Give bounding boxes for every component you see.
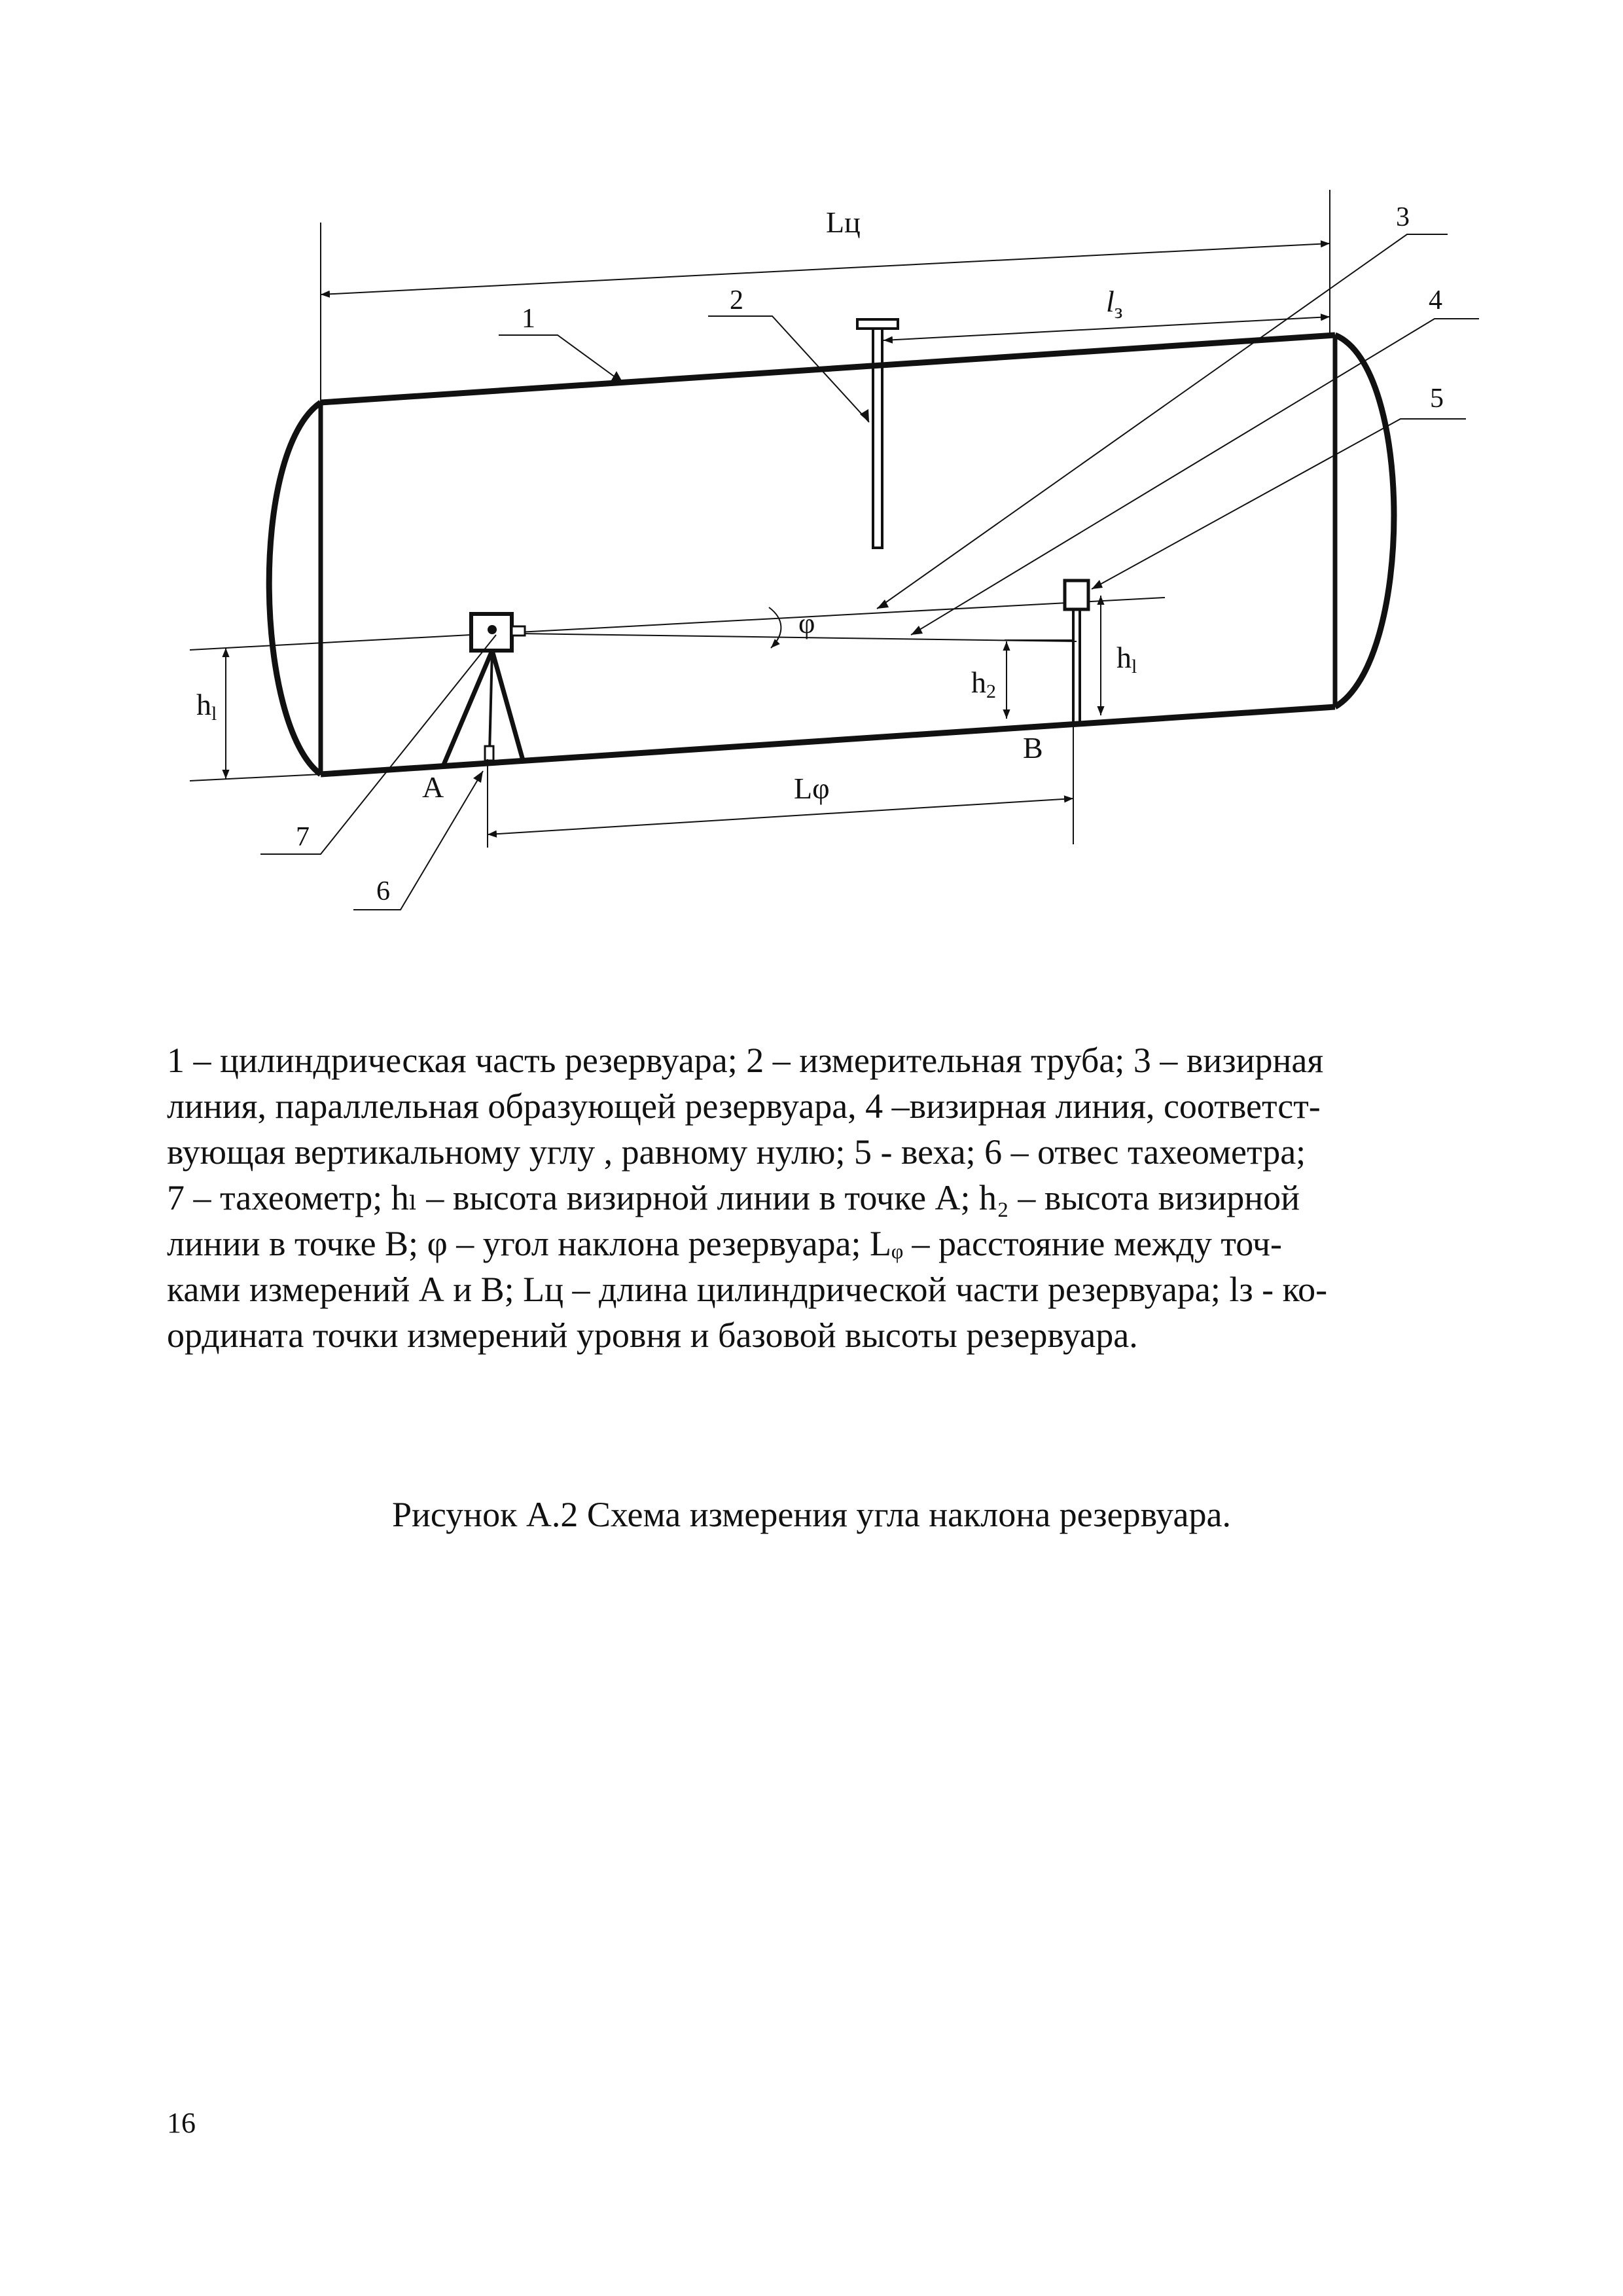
callout-4-arrowhead	[911, 626, 923, 635]
h2-label: h2	[971, 666, 996, 702]
tank-right-head	[1335, 335, 1394, 707]
legend-line: 1 – цилиндрическая часть резервуара; 2 – измерительная труба; 3 – визирная	[167, 1041, 1324, 1080]
callout-3: 3	[1396, 202, 1410, 232]
callout-4: 4	[1429, 285, 1442, 315]
tank-tilt-measurement-diagram	[0, 0, 1623, 982]
point-b-label: B	[1023, 731, 1043, 764]
page-number: 16	[167, 2107, 196, 2139]
legend-text	[167, 1037, 1450, 1358]
plumb-bob	[485, 746, 493, 761]
lc-dimension-line	[321, 243, 1330, 295]
bottom-extension-line	[190, 774, 321, 781]
callout-7: 7	[296, 822, 310, 852]
sight-line-parallel	[190, 598, 1165, 650]
callout-6: 6	[376, 876, 390, 906]
tank-bottom-generatrix	[321, 707, 1335, 774]
phi-angle-arc	[769, 607, 781, 648]
h1-right-label: hl	[1116, 641, 1137, 677]
legend-line: вующая вертикальному углу , равному нулю; 5 - веха; 6 – отвес тахеометра;	[167, 1132, 1306, 1172]
callout-2: 2	[730, 285, 743, 315]
lc-label: Lц	[826, 206, 861, 239]
rod	[1065, 581, 1088, 723]
measuring-tube	[857, 319, 898, 548]
legend-line: 7 – тахеометр; hₗ – высота визирной линии в точке А; h₂ – высота визирной	[167, 1178, 1300, 1217]
callout-2-arrowhead	[860, 409, 869, 422]
legend-line: ками измерений А и В; Lц – длина цилиндрической части резервуара; lз - ко-	[167, 1270, 1328, 1309]
callout-5: 5	[1430, 384, 1444, 414]
callout-5-arrowhead	[1092, 580, 1103, 589]
phi-label: φ	[798, 607, 815, 639]
tacheometer	[471, 614, 525, 651]
lphi-dimension-line	[488, 798, 1073, 834]
legend-line: ордината точки измерений уровня и базовой высоты резервуара.	[167, 1316, 1138, 1355]
lphi-label: Lφ	[794, 772, 830, 805]
legend-line: линия, параллельная образующей резервуара, 4 –визирная линия, соответст-	[167, 1086, 1321, 1126]
legend-line: линии в точке В; φ – угол наклона резервуара; Lᵩ – расстояние между точ-	[167, 1224, 1282, 1263]
l3-label: $l_з$	[1106, 285, 1123, 323]
h1-left-label: hl	[196, 688, 217, 725]
point-a-label: A	[422, 770, 444, 804]
callout-6-arrowhead	[473, 771, 483, 783]
figure-title: Рисунок А.2 Схема измерения угла наклона резервуара.	[392, 1495, 1231, 1534]
tripod	[442, 651, 524, 768]
callout-1: 1	[522, 304, 535, 334]
tank-left-head	[269, 403, 321, 774]
